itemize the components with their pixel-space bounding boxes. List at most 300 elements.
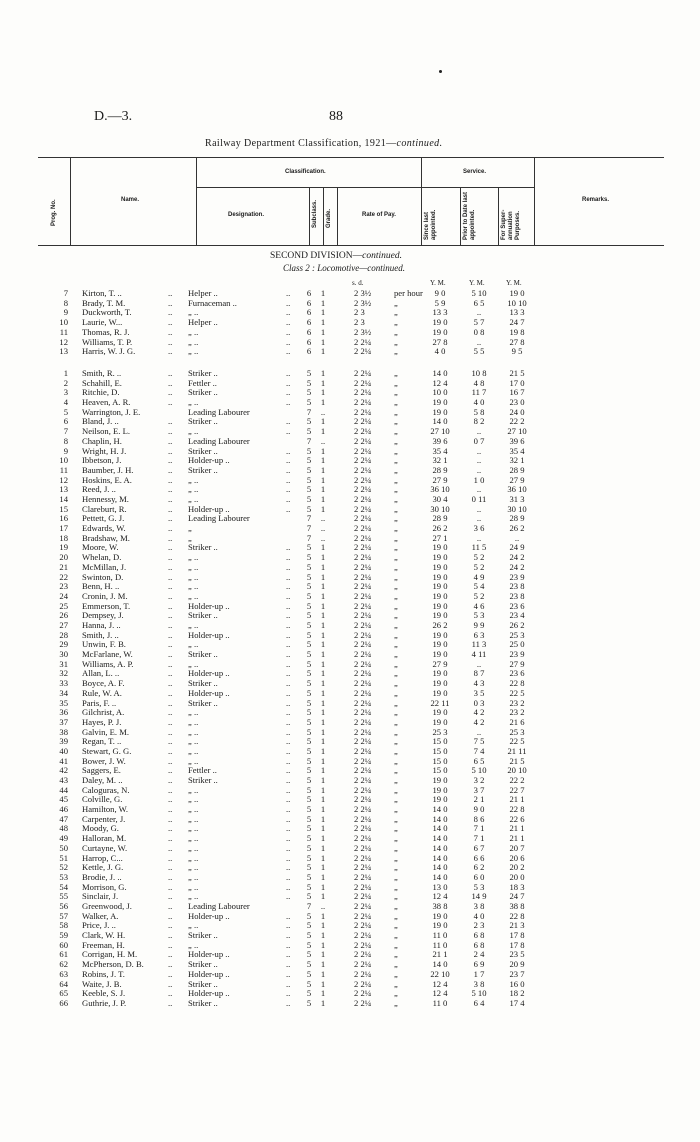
cell-ld2: .. [286, 716, 291, 727]
cell-ld2: .. [286, 813, 291, 824]
cell-unit: „ [394, 765, 398, 776]
cell-super: 25 0 [509, 639, 525, 650]
cell-name: Moore, W. [82, 542, 119, 553]
cell-no: 62 [59, 959, 68, 970]
cell-prior: 5 4 [473, 581, 485, 592]
cell-super: 27 10 [507, 426, 527, 437]
page-number: 88 [329, 109, 343, 124]
cell-grade: 1 [320, 336, 326, 347]
cell-ld2: .. [286, 697, 291, 708]
cell-designation: „ .. [188, 842, 199, 853]
cell-rate: 2 3 [354, 307, 365, 318]
cell-super: 20 9 [509, 959, 525, 970]
cell-since: 10 0 [432, 387, 448, 398]
table-row [0, 959, 700, 969]
cell-name: Hayes, P. J. [82, 716, 122, 727]
table-row [0, 327, 700, 337]
cell-ld2: .. [286, 833, 291, 844]
cell-name: Brady, T. M. [82, 297, 126, 308]
cell-name: Hamilton, W. [82, 804, 129, 814]
cell-unit: „ [394, 716, 398, 727]
cell-name: Ritchie, D. [82, 387, 120, 398]
cell-rate: 2 2¼ [354, 997, 372, 1008]
cell-prior: .. [476, 336, 482, 347]
cell-sub: 5 [306, 494, 312, 504]
cell-no: 28 [59, 629, 68, 640]
cell-rate: 2 2¼ [354, 716, 372, 727]
cell-name: Reed, J. .. [82, 484, 116, 495]
cell-super: 18 2 [509, 988, 525, 999]
cell-since: 14 0 [432, 823, 448, 834]
cell-rate: 2 2¼ [354, 523, 372, 533]
table-header-bottom-rule [38, 245, 664, 246]
cell-name: Hanna, J. .. [82, 619, 121, 630]
cell-ld1: .. [168, 368, 173, 378]
cell-ld1: .. [168, 988, 173, 999]
cell-sub: 5 [306, 930, 312, 940]
cell-name: Dempsey, J. [82, 610, 124, 621]
cell-grade: .. [320, 513, 326, 524]
cell-sub: 7 [306, 523, 312, 533]
cell-ld2: .. [286, 590, 291, 601]
cell-super: 22 6 [509, 813, 525, 824]
cell-super: 23 6 [509, 600, 525, 611]
cell-rate: 2 2¼ [354, 968, 372, 979]
cell-ld2: .. [286, 707, 291, 718]
cell-sub: 5 [306, 639, 312, 650]
cell-name: Price, J. .. [82, 920, 116, 931]
cell-ld1: .. [168, 997, 173, 1008]
cell-sub: 5 [306, 949, 312, 960]
cell-sub: 5 [306, 426, 312, 437]
cell-grade: 1 [320, 629, 326, 640]
cell-sub: 6 [306, 346, 312, 357]
cell-ld1: .. [168, 326, 173, 337]
cell-ld2: .. [286, 297, 291, 308]
cell-grade: 1 [320, 455, 326, 466]
cell-grade: 1 [320, 891, 326, 902]
cell-ld1: .. [168, 804, 173, 814]
cell-no: 23 [59, 581, 68, 592]
cell-grade: 1 [320, 881, 326, 892]
cell-sub: 5 [306, 697, 312, 708]
cell-rate: 2 2¼ [354, 416, 372, 427]
cell-unit: „ [394, 610, 398, 621]
cell-since: 26 2 [432, 619, 448, 630]
cell-ld2: .. [286, 346, 291, 357]
cell-ld2: .. [286, 765, 291, 776]
cell-designation: „ .. [188, 794, 199, 805]
cell-since: 12 4 [432, 978, 448, 989]
cell-designation: „ .. [188, 484, 199, 495]
cell-ld2: .. [286, 484, 291, 495]
cell-designation: „ .. [188, 736, 199, 747]
cell-name: Corrigan, H. M. [82, 949, 138, 960]
cell-prior: 4 0 [473, 397, 485, 408]
cell-ld2: .. [286, 377, 291, 388]
cell-ld2: .. [286, 852, 291, 863]
cell-designation: „ .. [188, 707, 199, 718]
header-prior-to-date: Prior to Date last appointed. [463, 191, 476, 240]
cell-sub: 5 [306, 968, 312, 979]
table-row [0, 397, 700, 407]
table-row [0, 930, 700, 940]
cell-super: 21 1 [509, 823, 525, 834]
cell-no: 38 [59, 726, 68, 737]
cell-ld2: .. [286, 881, 291, 892]
cell-ld2: .. [286, 494, 291, 504]
header-classification: Classification. [285, 169, 326, 175]
cell-ld1: .. [168, 745, 173, 756]
cell-rate: 2 2¼ [354, 784, 372, 795]
cell-since: 26 2 [432, 523, 448, 533]
cell-grade: 1 [320, 600, 326, 611]
cell-grade: 1 [320, 930, 326, 940]
cell-grade: 1 [320, 833, 326, 844]
cell-since: 19 0 [432, 571, 448, 582]
cell-super: 36 10 [507, 484, 527, 495]
cell-no: 61 [59, 949, 68, 960]
cell-name: Clareburt, R. [82, 503, 127, 514]
cell-sub: 5 [306, 455, 312, 466]
table-row [0, 998, 700, 1008]
cell-since: 19 0 [432, 317, 448, 328]
cell-no: 63 [59, 968, 68, 979]
cell-ld2: .. [286, 823, 291, 834]
cell-prior: 1 7 [473, 968, 485, 979]
cell-rate: 2 2¼ [354, 406, 372, 417]
table-row [0, 416, 700, 426]
cell-ld2: .. [286, 968, 291, 979]
cell-grade: 1 [320, 346, 326, 357]
cell-super: 19 8 [509, 326, 525, 337]
table-row [0, 882, 700, 892]
cell-sub: 5 [306, 668, 312, 679]
cell-name: Galvin, E. M. [82, 726, 130, 737]
cell-sub: 5 [306, 784, 312, 795]
cell-ld2: .. [286, 939, 291, 950]
cell-name: Colville, G. [82, 794, 123, 805]
cell-super: 26 2 [509, 523, 525, 533]
cell-name: Warrington, J. E. [82, 406, 141, 417]
cell-unit: „ [394, 649, 398, 659]
cell-no: 10 [59, 317, 68, 328]
cell-unit: „ [394, 823, 398, 834]
cell-ld1: .. [168, 297, 173, 308]
cell-rate: 2 2¼ [354, 910, 372, 921]
cell-unit: „ [394, 600, 398, 611]
cell-grade: 1 [320, 687, 326, 698]
cell-no: 5 [63, 406, 68, 417]
cell-designation: Holder-up .. [188, 988, 230, 999]
cell-unit: „ [394, 336, 398, 347]
cell-sub: 5 [306, 862, 312, 873]
cell-super: 21 3 [509, 920, 525, 931]
table-row [0, 872, 700, 882]
cell-prior: 7 1 [473, 833, 485, 844]
cell-ld1: .. [168, 842, 173, 853]
cell-ld1: .. [168, 590, 173, 601]
cell-ld2: .. [286, 416, 291, 427]
cell-ld2: .. [286, 997, 291, 1008]
header-designation: Designation. [228, 212, 265, 218]
cell-sub: 5 [306, 978, 312, 989]
cell-grade: 1 [320, 464, 326, 475]
cell-since: 19 0 [432, 687, 448, 698]
cell-prior: 3 2 [473, 775, 485, 785]
cell-no: 50 [59, 842, 68, 853]
cell-grade: 1 [320, 619, 326, 630]
cell-name: Williams, A. P. [82, 658, 134, 669]
cell-sub: 5 [306, 581, 312, 592]
cell-designation: „ .. [188, 833, 199, 844]
cell-designation: Holder-up .. [188, 687, 230, 698]
cell-since: 30 4 [432, 494, 448, 504]
cell-rate: 2 2¼ [354, 610, 372, 621]
cell-no: 56 [59, 900, 68, 911]
cell-prior: 6 5 [473, 755, 485, 766]
table-row [0, 979, 700, 989]
cell-ld1: .. [168, 552, 173, 563]
cell-prior: 6 5 [473, 297, 485, 308]
cell-sub: 5 [306, 397, 312, 408]
table-row [0, 407, 700, 417]
col-divider-service [534, 157, 535, 246]
cell-prior: 11 5 [471, 542, 487, 553]
cell-super: 17 0 [509, 377, 525, 388]
cell-designation: „ .. [188, 823, 199, 834]
cell-super: 23 8 [509, 581, 525, 592]
cell-sub: 5 [306, 368, 312, 378]
cell-super: 26 2 [509, 619, 525, 630]
cell-grade: .. [320, 900, 326, 911]
col-divider-designation [309, 187, 310, 246]
cell-super: 23 2 [509, 707, 525, 718]
table-row [0, 698, 700, 708]
cell-grade: 1 [320, 862, 326, 873]
cell-name: Harrop, C... [82, 852, 123, 863]
table-row [0, 862, 700, 872]
cell-ld1: .. [168, 571, 173, 582]
cell-since: 19 0 [432, 600, 448, 611]
cell-designation: Striker .. [188, 445, 218, 456]
cell-unit: „ [394, 833, 398, 844]
table-row [0, 940, 700, 950]
table-row [0, 765, 700, 775]
cell-name: Carpenter, J. [82, 813, 126, 824]
cell-grade: 1 [320, 668, 326, 679]
cell-sub: 5 [306, 416, 312, 427]
cell-ld1: .. [168, 920, 173, 931]
cell-grade: 1 [320, 288, 326, 298]
cell-ld2: .. [286, 949, 291, 960]
cell-rate: 2 2¼ [354, 823, 372, 834]
cell-unit: „ [394, 435, 398, 446]
cell-prior: 7 4 [473, 745, 485, 756]
cell-rate: 2 2¼ [354, 707, 372, 718]
cell-name: Hennessy, M. [82, 494, 129, 504]
cell-super: 32 1 [509, 455, 525, 466]
cell-rate: 2 2¼ [354, 920, 372, 931]
table-row [0, 581, 700, 591]
cell-since: 27 8 [432, 336, 448, 347]
cell-unit: „ [394, 513, 398, 524]
cell-super: 16 0 [509, 978, 525, 989]
cell-prior: 5 3 [473, 610, 485, 621]
cell-no: 16 [59, 513, 68, 524]
cell-designation: Leading Labourer [188, 406, 250, 417]
cell-rate: 2 2¼ [354, 668, 372, 679]
document-reference: D.—3. [94, 109, 133, 124]
table-row [0, 823, 700, 833]
cell-unit: „ [394, 707, 398, 718]
cell-unit: „ [394, 862, 398, 873]
table-row [0, 639, 700, 649]
cell-designation: Striker .. [188, 775, 218, 785]
cell-super: 17 8 [509, 939, 525, 950]
cell-unit: „ [394, 464, 398, 475]
cell-name: Cronin, J. M. [82, 590, 128, 601]
cell-rate: 2 2¼ [354, 775, 372, 785]
cell-rate: 2 2¼ [354, 494, 372, 504]
table-row [0, 455, 700, 465]
cell-sub: 5 [306, 988, 312, 999]
cell-sub: 5 [306, 833, 312, 844]
cell-grade: 1 [320, 910, 326, 921]
cell-no: 20 [59, 552, 68, 563]
cell-unit: „ [394, 523, 398, 533]
cell-since: 11 0 [432, 930, 448, 940]
cell-unit: „ [394, 804, 398, 814]
cell-since: 19 0 [432, 542, 448, 553]
cell-sub: 5 [306, 794, 312, 805]
cell-prior: 0 3 [473, 697, 485, 708]
cell-grade: 1 [320, 736, 326, 747]
cell-unit: „ [394, 426, 398, 437]
cell-rate: 2 2¼ [354, 649, 372, 659]
table-row [0, 562, 700, 572]
cell-sub: 5 [306, 881, 312, 892]
cell-super: 20 0 [509, 871, 525, 882]
cell-no: 52 [59, 862, 68, 873]
cell-super: 21 5 [509, 755, 525, 766]
cell-name: Halloran, M. [82, 833, 127, 844]
cell-prior: 3 5 [473, 687, 485, 698]
cell-rate: 2 2¼ [354, 900, 372, 911]
cell-since: 36 10 [430, 484, 450, 495]
cell-unit: „ [394, 552, 398, 563]
cell-no: 57 [59, 910, 68, 921]
cell-grade: 1 [320, 726, 326, 737]
cell-prior: 4 2 [473, 716, 485, 727]
table-row [0, 298, 700, 308]
table-row [0, 504, 700, 514]
cell-sub: 5 [306, 464, 312, 475]
cell-grade: 1 [320, 755, 326, 766]
cell-designation: „ .. [188, 571, 199, 582]
cell-grade: 1 [320, 297, 326, 308]
cell-super: 24 7 [509, 317, 525, 328]
table-row [0, 513, 700, 523]
cell-unit: „ [394, 639, 398, 650]
cell-since: 14 0 [432, 842, 448, 853]
cell-grade: .. [320, 406, 326, 417]
cell-rate: 2 2¼ [354, 445, 372, 456]
table-row [0, 775, 700, 785]
cell-since: 14 0 [432, 959, 448, 970]
cell-no: 18 [59, 532, 68, 543]
cell-ld1: .. [168, 629, 173, 640]
cell-sub: 5 [306, 726, 312, 737]
cell-prior: .. [476, 726, 482, 737]
table-top-rule [38, 157, 664, 158]
cell-prior: 7 1 [473, 823, 485, 834]
table-row [0, 988, 700, 998]
cell-super: 17 8 [509, 930, 525, 940]
cell-ld1: .. [168, 503, 173, 514]
cell-designation: Striker .. [188, 930, 218, 940]
cell-unit: „ [394, 871, 398, 882]
cell-no: 25 [59, 600, 68, 611]
cell-no: 13 [59, 484, 68, 495]
table-row [0, 426, 700, 436]
cell-ld2: .. [286, 988, 291, 999]
cell-ld2: .. [286, 368, 291, 378]
cell-grade: 1 [320, 426, 326, 437]
cell-grade: 1 [320, 852, 326, 863]
cell-ld2: .. [286, 784, 291, 795]
cell-unit: „ [394, 619, 398, 630]
cell-ld2: .. [286, 687, 291, 698]
cell-super: 21 1 [509, 833, 525, 844]
cell-grade: 1 [320, 397, 326, 408]
cell-no: 34 [59, 687, 68, 698]
cell-grade: 1 [320, 326, 326, 337]
cell-name: Saggers, E. [82, 765, 121, 776]
cell-super: 21 6 [509, 716, 525, 727]
cell-ld2: .. [286, 426, 291, 437]
cell-no: 12 [59, 474, 68, 485]
cell-unit: „ [394, 494, 398, 504]
cell-name: Kirton, T. .. [82, 288, 122, 298]
cell-no: 11 [59, 326, 68, 337]
cell-unit: „ [394, 755, 398, 766]
cell-since: 14 0 [432, 368, 448, 378]
cell-ld1: .. [168, 639, 173, 650]
cell-ld1: .. [168, 288, 173, 298]
cell-no: 8 [63, 297, 68, 308]
cell-designation: „ .. [188, 581, 199, 592]
cell-name: Harris, W. J. G. [82, 346, 136, 357]
cell-designation: „ .. [188, 336, 199, 347]
cell-no: 15 [59, 503, 68, 514]
cell-grade: 1 [320, 765, 326, 776]
header-grade: Grade. [326, 208, 332, 228]
cell-rate: 2 2¼ [354, 474, 372, 485]
cell-rate: 2 2¼ [354, 629, 372, 640]
cell-rate: 2 2¼ [354, 658, 372, 669]
table-row [0, 484, 700, 494]
table-row [0, 288, 700, 298]
cell-sub: 5 [306, 813, 312, 824]
cell-prior: .. [476, 503, 482, 514]
table-row [0, 727, 700, 737]
cell-grade: 1 [320, 949, 326, 960]
cell-unit: „ [394, 377, 398, 388]
cell-since: 35 4 [432, 445, 448, 456]
cell-unit: „ [394, 445, 398, 456]
cell-ld1: .. [168, 542, 173, 553]
